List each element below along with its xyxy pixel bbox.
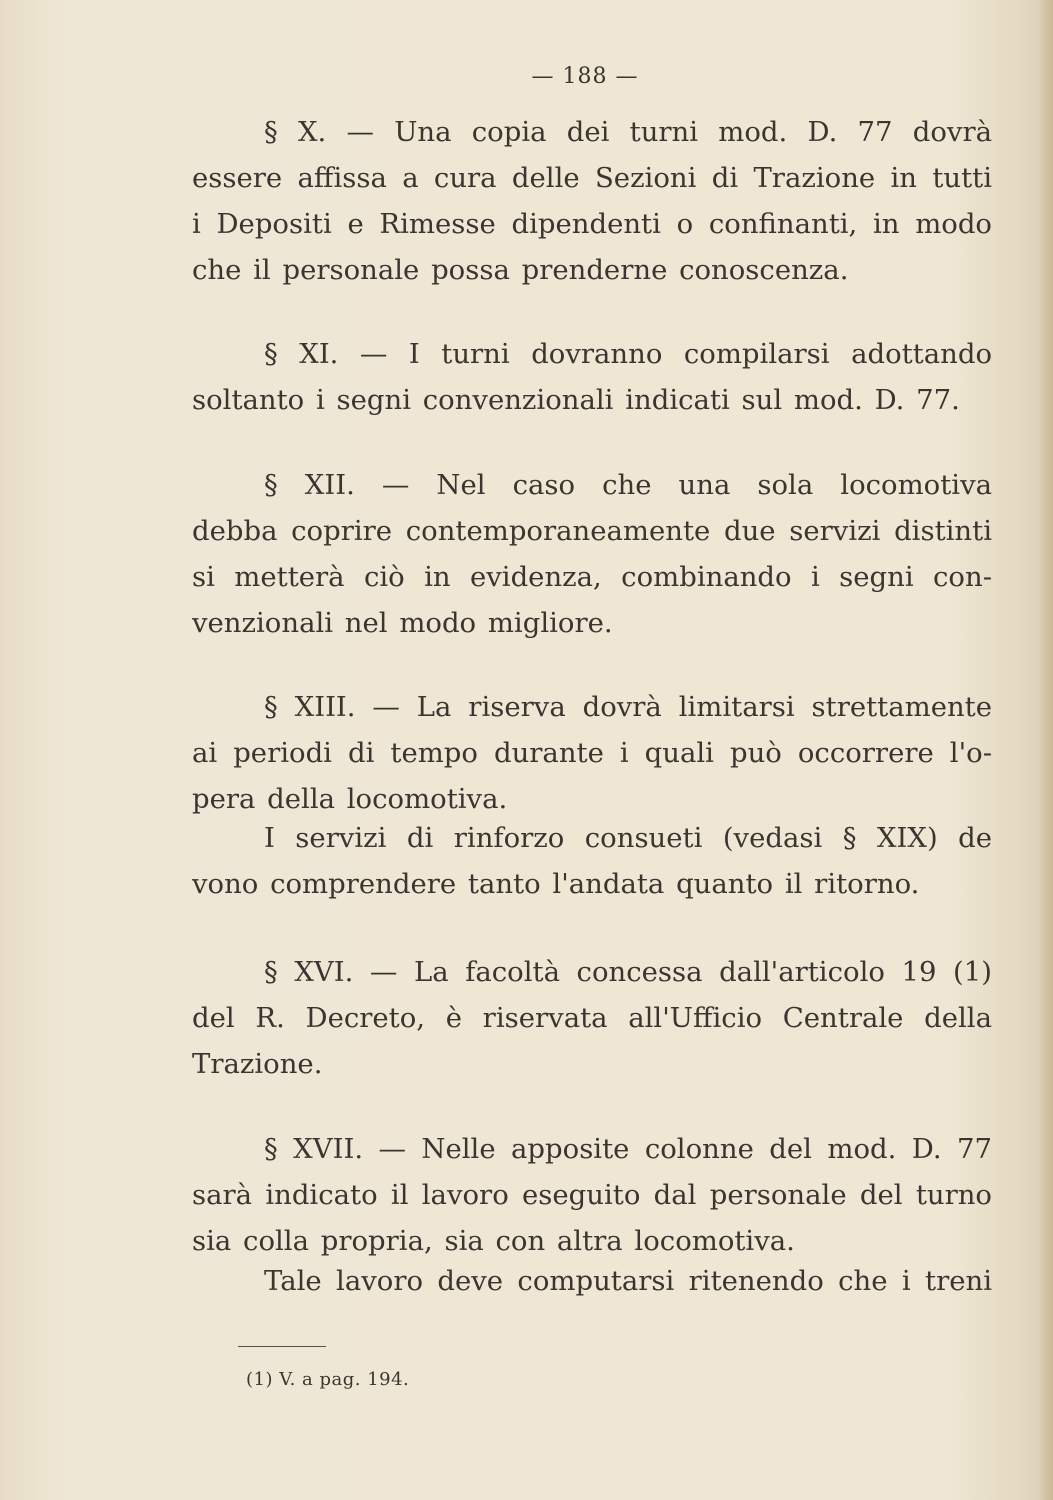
text-line: venzionali nel modo migliore. bbox=[192, 607, 613, 639]
text-line: essere affissa a cura delle Sezioni di Trazione in tutti bbox=[192, 162, 992, 194]
text-line: § XVI. — La facoltà concessa dall'articolo 19 (1) bbox=[264, 956, 992, 988]
text-line: § XI. — I turni dovranno compilarsi adottando bbox=[264, 338, 992, 370]
page-number: — 188 — bbox=[531, 64, 639, 89]
paragraph-section-xii bbox=[192, 462, 992, 646]
text-line: § XIII. — La riserva dovrà limitarsi strettamente bbox=[264, 691, 992, 723]
paragraph-section-xvi bbox=[192, 949, 992, 1087]
text-line: vono comprendere tanto l'andata quanto il ritorno. bbox=[192, 868, 920, 900]
text-line: soltanto i segni convenzionali indicati sul mod. D. 77. bbox=[192, 384, 960, 416]
text-line: Tale lavoro deve computarsi ritenendo che i treni bbox=[264, 1265, 992, 1297]
footnote: (1) V. a pag. 194. bbox=[246, 1369, 410, 1390]
text-line: pera della locomotiva. bbox=[192, 783, 508, 815]
text-line: Trazione. bbox=[192, 1048, 323, 1080]
footnote-divider bbox=[238, 1346, 326, 1347]
text-line: § X. — Una copia dei turni mod. D. 77 dovrà bbox=[264, 116, 992, 148]
text-line: che il personale possa prenderne conoscenza. bbox=[192, 254, 849, 286]
text-line: I servizi di rinforzo consueti (vedasi § XIX) de bbox=[264, 822, 992, 854]
text-line: sia colla propria, sia con altra locomotiva. bbox=[192, 1225, 795, 1257]
text-line: del R. Decreto, è riservata all'Ufficio Centrale della bbox=[192, 1002, 992, 1034]
paragraph-section-xiii bbox=[192, 684, 992, 822]
text-line: si metterà ciò in evidenza, combinando i segni con- bbox=[192, 561, 992, 593]
paragraph-tale-lavoro bbox=[192, 1258, 992, 1304]
paragraph-section-x bbox=[192, 109, 992, 293]
text-line: § XII. — Nel caso che una sola locomotiva bbox=[264, 469, 992, 501]
page-edge-shadow bbox=[1039, 0, 1053, 1500]
text-line: debba coprire contemporaneamente due servizi distinti bbox=[192, 515, 992, 547]
text-line: ai periodi di tempo durante i quali può occorrere l'o- bbox=[192, 737, 992, 769]
paragraph-section-xvii bbox=[192, 1126, 992, 1264]
text-line: i Depositi e Rimesse dipendenti o confinanti, in modo bbox=[192, 208, 992, 240]
text-line: § XVII. — Nelle apposite colonne del mod. D. 77 bbox=[264, 1133, 992, 1165]
paragraph-rinforzo bbox=[192, 815, 992, 907]
text-line: sarà indicato il lavoro eseguito dal personale del turno bbox=[192, 1179, 992, 1211]
paragraph-section-xi bbox=[192, 331, 992, 423]
